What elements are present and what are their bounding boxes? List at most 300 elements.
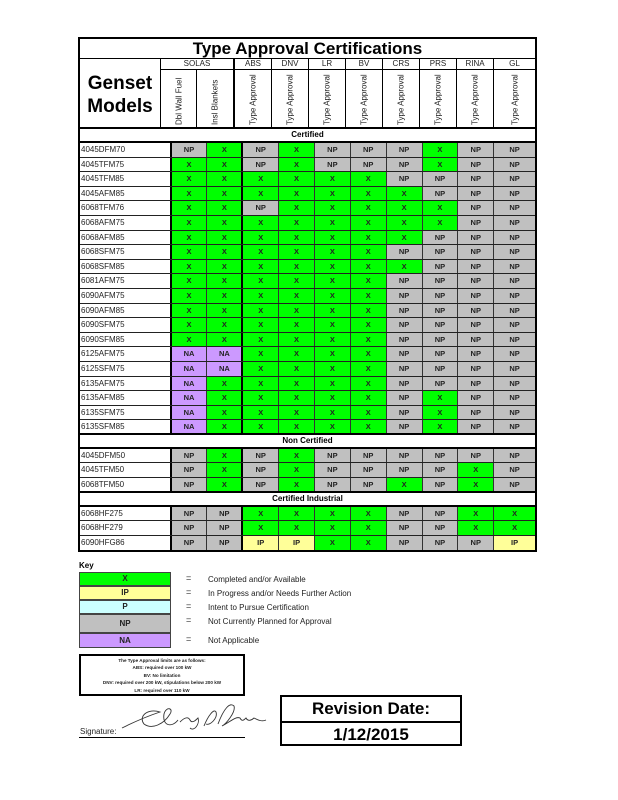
model-name: 4045AFM85 bbox=[80, 187, 172, 201]
status-cell: X bbox=[315, 172, 351, 186]
status-cell: X bbox=[172, 245, 208, 259]
status-cell: X bbox=[207, 449, 243, 463]
status-cell: X bbox=[279, 231, 315, 245]
status-cell: X bbox=[279, 406, 315, 420]
status-cell: NP bbox=[172, 143, 208, 157]
status-cell: X bbox=[243, 347, 279, 361]
key-swatch-x: X bbox=[79, 572, 171, 586]
status-cell: X bbox=[315, 391, 351, 405]
column-group-name: LR bbox=[309, 59, 345, 70]
status-cell: NP bbox=[423, 231, 459, 245]
model-name: 6068HF279 bbox=[80, 521, 172, 535]
status-cell: NP bbox=[387, 158, 423, 172]
table-row bbox=[80, 201, 535, 216]
status-cell: X bbox=[315, 362, 351, 376]
status-cell: NP bbox=[315, 449, 351, 463]
column-group-prs bbox=[420, 59, 457, 127]
table-body bbox=[80, 129, 535, 550]
column-header-label: Type Approval bbox=[322, 74, 332, 125]
status-cell: NP bbox=[423, 333, 459, 347]
status-cell: NP bbox=[387, 347, 423, 361]
status-cell: X bbox=[315, 187, 351, 201]
status-cell: X bbox=[387, 187, 423, 201]
status-cell: NP bbox=[458, 158, 494, 172]
status-cell: NP bbox=[458, 304, 494, 318]
status-cell: NP bbox=[494, 304, 535, 318]
table-row bbox=[80, 449, 535, 464]
column-group-dnv bbox=[272, 59, 309, 127]
status-cell: NP bbox=[243, 143, 279, 157]
column-header-label: Type Approval bbox=[470, 74, 480, 125]
status-cell: X bbox=[279, 377, 315, 391]
status-cell: X bbox=[279, 521, 315, 535]
status-cell: X bbox=[279, 158, 315, 172]
status-cell: X bbox=[387, 231, 423, 245]
status-cell: X bbox=[315, 260, 351, 274]
status-cell: NP bbox=[494, 406, 535, 420]
genset-models-header bbox=[80, 59, 161, 127]
column-group-bv bbox=[346, 59, 383, 127]
status-cell: NP bbox=[458, 362, 494, 376]
status-cell: X bbox=[207, 333, 243, 347]
status-cell: X bbox=[387, 478, 423, 491]
model-name: 4045TFM75 bbox=[80, 158, 172, 172]
status-cell: NP bbox=[243, 463, 279, 477]
status-cell: NP bbox=[458, 143, 494, 157]
type-approval-table bbox=[78, 37, 537, 552]
status-cell: X bbox=[279, 245, 315, 259]
model-name: 6090AFM75 bbox=[80, 289, 172, 303]
status-cell: NA bbox=[172, 420, 208, 433]
status-cell: NP bbox=[423, 304, 459, 318]
status-cell: X bbox=[207, 260, 243, 274]
status-cell: X bbox=[279, 260, 315, 274]
status-cell: NP bbox=[387, 318, 423, 332]
status-cell: X bbox=[207, 318, 243, 332]
limits-line: DNV: required over 200 kW, stipulations below 200 kW bbox=[102, 680, 222, 686]
status-cell: NP bbox=[458, 274, 494, 288]
status-cell: NP bbox=[423, 245, 459, 259]
status-cell: NP bbox=[494, 347, 535, 361]
table-row bbox=[80, 333, 535, 348]
section-header: Certified Industrial bbox=[80, 493, 535, 507]
status-cell: NP bbox=[315, 158, 351, 172]
status-cell: NP bbox=[243, 478, 279, 491]
section-header: Non Certified bbox=[80, 435, 535, 449]
status-cell: NA bbox=[172, 347, 208, 361]
status-cell: X bbox=[207, 463, 243, 477]
status-cell: NA bbox=[172, 377, 208, 391]
table-row bbox=[80, 318, 535, 333]
status-cell: NP bbox=[494, 260, 535, 274]
status-cell: NP bbox=[387, 143, 423, 157]
status-cell: X bbox=[351, 521, 387, 535]
column-header-label: Dbl Wall Fuel bbox=[174, 77, 183, 125]
status-cell: X bbox=[172, 158, 208, 172]
status-cell: NP bbox=[351, 143, 387, 157]
status-cell: NP bbox=[494, 274, 535, 288]
status-cell: X bbox=[243, 507, 279, 521]
column-header bbox=[235, 70, 271, 127]
status-cell: X bbox=[279, 347, 315, 361]
status-cell: X bbox=[279, 318, 315, 332]
status-cell: X bbox=[243, 406, 279, 420]
key-swatch-p: P bbox=[79, 600, 171, 614]
model-name: 4045TFM85 bbox=[80, 172, 172, 186]
status-cell: NP bbox=[494, 143, 535, 157]
status-cell: NP bbox=[458, 201, 494, 215]
status-cell: NP bbox=[172, 521, 208, 535]
status-cell: X bbox=[351, 304, 387, 318]
column-group-lr bbox=[309, 59, 346, 127]
status-cell: X bbox=[207, 143, 243, 157]
model-name: 6068SFM85 bbox=[80, 260, 172, 274]
table-row bbox=[80, 377, 535, 392]
model-name: 6090SFM85 bbox=[80, 333, 172, 347]
key-swatch-ip: IP bbox=[79, 586, 171, 600]
key-description: Intent to Pursue Certification bbox=[208, 603, 309, 612]
model-name: 6090SFM75 bbox=[80, 318, 172, 332]
status-cell: NP bbox=[494, 420, 535, 433]
column-header bbox=[383, 70, 419, 127]
status-cell: X bbox=[279, 463, 315, 477]
status-cell: X bbox=[172, 274, 208, 288]
model-name: 4045DFM70 bbox=[80, 143, 172, 157]
status-cell: X bbox=[207, 304, 243, 318]
status-cell: NP bbox=[423, 507, 459, 521]
column-header bbox=[457, 70, 493, 127]
status-cell: X bbox=[315, 347, 351, 361]
status-cell: NP bbox=[458, 260, 494, 274]
status-cell: X bbox=[315, 201, 351, 215]
key-equals: = bbox=[186, 573, 192, 583]
column-header bbox=[197, 70, 233, 127]
status-cell: X bbox=[494, 521, 535, 535]
key-description: Not Applicable bbox=[208, 636, 260, 645]
status-cell: NP bbox=[243, 449, 279, 463]
status-cell: X bbox=[315, 420, 351, 433]
status-cell: X bbox=[494, 507, 535, 521]
status-cell: X bbox=[423, 391, 459, 405]
model-name: 6068SFM75 bbox=[80, 245, 172, 259]
table-row bbox=[80, 187, 535, 202]
key-equals: = bbox=[186, 601, 192, 611]
status-cell: NP bbox=[423, 449, 459, 463]
status-cell: X bbox=[351, 274, 387, 288]
status-cell: NP bbox=[351, 158, 387, 172]
status-cell: NP bbox=[494, 478, 535, 491]
status-cell: X bbox=[279, 333, 315, 347]
status-cell: X bbox=[279, 449, 315, 463]
status-cell: X bbox=[172, 187, 208, 201]
status-cell: X bbox=[387, 201, 423, 215]
status-cell: NP bbox=[458, 216, 494, 230]
status-cell: X bbox=[351, 377, 387, 391]
status-cell: X bbox=[279, 187, 315, 201]
status-cell: X bbox=[243, 274, 279, 288]
column-group-name: DNV bbox=[272, 59, 308, 70]
model-name: 6081AFM75 bbox=[80, 274, 172, 288]
status-cell: X bbox=[243, 187, 279, 201]
status-cell: X bbox=[351, 318, 387, 332]
status-cell: IP bbox=[279, 536, 315, 551]
status-cell: X bbox=[243, 304, 279, 318]
status-cell: X bbox=[387, 216, 423, 230]
status-cell: NP bbox=[387, 274, 423, 288]
model-name: 6125AFM75 bbox=[80, 347, 172, 361]
model-name: 6135AFM85 bbox=[80, 391, 172, 405]
status-cell: NA bbox=[172, 391, 208, 405]
status-cell: NP bbox=[494, 449, 535, 463]
status-cell: NP bbox=[494, 158, 535, 172]
status-cell: X bbox=[207, 478, 243, 491]
status-cell: X bbox=[279, 507, 315, 521]
status-cell: NP bbox=[172, 507, 208, 521]
status-cell: NP bbox=[207, 521, 243, 535]
status-cell: NP bbox=[423, 289, 459, 303]
table-row bbox=[80, 521, 535, 536]
table-row bbox=[80, 260, 535, 275]
status-cell: X bbox=[279, 289, 315, 303]
status-cell: X bbox=[207, 377, 243, 391]
status-cell: X bbox=[315, 304, 351, 318]
revision-date: 1/12/2015 bbox=[333, 725, 409, 744]
model-name: 6090HFG86 bbox=[80, 536, 172, 551]
column-group-name: ABS bbox=[235, 59, 271, 70]
column-group-crs bbox=[383, 59, 420, 127]
column-group-gl bbox=[494, 59, 535, 127]
status-cell: X bbox=[207, 201, 243, 215]
status-cell: NP bbox=[458, 289, 494, 303]
limits-line: ABS: required over 100 kW bbox=[132, 665, 192, 671]
status-cell: NP bbox=[387, 420, 423, 433]
status-cell: X bbox=[207, 420, 243, 433]
status-cell: X bbox=[279, 143, 315, 157]
status-cell: X bbox=[315, 318, 351, 332]
status-cell: NP bbox=[458, 333, 494, 347]
table-row bbox=[80, 463, 535, 478]
status-cell: X bbox=[243, 362, 279, 376]
table-row bbox=[80, 304, 535, 319]
status-cell: X bbox=[423, 201, 459, 215]
status-cell: X bbox=[243, 391, 279, 405]
status-cell: X bbox=[243, 318, 279, 332]
status-cell: NP bbox=[458, 245, 494, 259]
status-cell: X bbox=[315, 289, 351, 303]
table-row bbox=[80, 420, 535, 435]
status-cell: NP bbox=[387, 536, 423, 551]
status-cell: X bbox=[315, 231, 351, 245]
column-header bbox=[346, 70, 382, 127]
table-row bbox=[80, 158, 535, 173]
status-cell: X bbox=[172, 318, 208, 332]
status-cell: X bbox=[351, 245, 387, 259]
column-group-name: RINA bbox=[457, 59, 493, 70]
model-name: 6068AFM85 bbox=[80, 231, 172, 245]
table-title: Type Approval Certifications bbox=[80, 39, 535, 59]
signature-image bbox=[118, 698, 268, 736]
status-cell: NP bbox=[387, 377, 423, 391]
status-cell: NP bbox=[423, 347, 459, 361]
status-cell: NP bbox=[458, 420, 494, 433]
status-cell: X bbox=[351, 172, 387, 186]
status-cell: NA bbox=[172, 406, 208, 420]
key-equals: = bbox=[186, 615, 192, 625]
status-cell: X bbox=[243, 289, 279, 303]
status-cell: X bbox=[172, 172, 208, 186]
status-cell: X bbox=[423, 216, 459, 230]
status-cell: X bbox=[458, 507, 494, 521]
table-row bbox=[80, 507, 535, 522]
status-cell: NP bbox=[387, 333, 423, 347]
status-cell: NP bbox=[387, 304, 423, 318]
status-cell: NP bbox=[351, 463, 387, 477]
key-description: In Progress and/or Needs Further Action bbox=[208, 589, 352, 598]
status-cell: NP bbox=[494, 216, 535, 230]
status-cell: NP bbox=[387, 406, 423, 420]
status-cell: NP bbox=[387, 289, 423, 303]
status-cell: NP bbox=[494, 463, 535, 477]
status-cell: NP bbox=[458, 187, 494, 201]
status-cell: X bbox=[351, 420, 387, 433]
limits-line: The Type Approval limits are as follows: bbox=[118, 658, 206, 663]
status-cell: NP bbox=[243, 158, 279, 172]
status-cell: X bbox=[207, 172, 243, 186]
status-cell: NP bbox=[351, 478, 387, 491]
status-cell: NP bbox=[172, 536, 208, 551]
models-header-line2: Models bbox=[87, 96, 153, 117]
status-cell: X bbox=[315, 274, 351, 288]
model-name: 6090AFM85 bbox=[80, 304, 172, 318]
limits-note bbox=[79, 654, 245, 696]
status-cell: X bbox=[387, 260, 423, 274]
status-cell: X bbox=[458, 478, 494, 491]
status-cell: X bbox=[351, 201, 387, 215]
status-cell: X bbox=[458, 521, 494, 535]
genset-header-line1: Genset bbox=[87, 73, 153, 94]
column-group-name: BV bbox=[346, 59, 382, 70]
column-group-name: SOLAS bbox=[161, 59, 233, 70]
column-header-label: Type Approval bbox=[248, 74, 258, 125]
status-cell: NP bbox=[351, 449, 387, 463]
status-cell: X bbox=[351, 333, 387, 347]
status-cell: NP bbox=[494, 318, 535, 332]
status-cell: X bbox=[172, 260, 208, 274]
table-row bbox=[80, 391, 535, 406]
status-cell: NP bbox=[494, 172, 535, 186]
table-header bbox=[80, 59, 535, 129]
status-cell: NA bbox=[172, 362, 208, 376]
table-row bbox=[80, 289, 535, 304]
model-name: 6068TFM76 bbox=[80, 201, 172, 215]
column-header-label: Type Approval bbox=[433, 74, 443, 125]
status-cell: X bbox=[172, 333, 208, 347]
status-cell: X bbox=[423, 143, 459, 157]
status-cell: X bbox=[351, 536, 387, 551]
table-row bbox=[80, 231, 535, 246]
limits-line: LR: required over 110 kW bbox=[134, 687, 190, 693]
status-cell: X bbox=[315, 333, 351, 347]
column-header-label: Type Approval bbox=[396, 74, 406, 125]
table-row bbox=[80, 172, 535, 187]
status-cell: NP bbox=[423, 478, 459, 491]
status-cell: IP bbox=[494, 536, 535, 551]
status-cell: X bbox=[243, 245, 279, 259]
column-group-solas bbox=[161, 59, 235, 127]
status-cell: X bbox=[279, 391, 315, 405]
status-cell: NP bbox=[315, 463, 351, 477]
status-cell: NP bbox=[387, 449, 423, 463]
status-cell: X bbox=[243, 333, 279, 347]
status-cell: X bbox=[207, 289, 243, 303]
model-name: 4045TFM50 bbox=[80, 463, 172, 477]
status-cell: NP bbox=[423, 274, 459, 288]
table-row bbox=[80, 536, 535, 551]
status-cell: X bbox=[279, 420, 315, 433]
status-cell: NP bbox=[315, 143, 351, 157]
key-description: Not Currently Planned for Approval bbox=[208, 617, 332, 626]
status-cell: NA bbox=[207, 347, 243, 361]
table-row bbox=[80, 362, 535, 377]
status-cell: NP bbox=[387, 463, 423, 477]
status-cell: NP bbox=[423, 172, 459, 186]
status-cell: NP bbox=[387, 391, 423, 405]
table-row bbox=[80, 478, 535, 493]
status-cell: NP bbox=[243, 201, 279, 215]
table-row bbox=[80, 143, 535, 158]
column-group-name: PRS bbox=[420, 59, 456, 70]
status-cell: NP bbox=[207, 507, 243, 521]
status-cell: NP bbox=[207, 536, 243, 551]
column-header bbox=[420, 70, 456, 127]
status-cell: X bbox=[207, 274, 243, 288]
status-cell: X bbox=[315, 507, 351, 521]
status-cell: X bbox=[243, 260, 279, 274]
status-cell: X bbox=[243, 377, 279, 391]
status-cell: X bbox=[351, 347, 387, 361]
model-name: 6068AFM75 bbox=[80, 216, 172, 230]
column-header-label: Type Approval bbox=[359, 74, 369, 125]
status-cell: X bbox=[243, 231, 279, 245]
key-swatch-na: NA bbox=[79, 633, 171, 648]
status-cell: X bbox=[315, 521, 351, 535]
status-cell: NP bbox=[172, 463, 208, 477]
status-cell: NP bbox=[387, 172, 423, 186]
model-name: 6135AFM75 bbox=[80, 377, 172, 391]
key-equals: = bbox=[186, 587, 192, 597]
status-cell: X bbox=[207, 391, 243, 405]
status-cell: X bbox=[458, 463, 494, 477]
status-cell: X bbox=[207, 216, 243, 230]
status-cell: X bbox=[207, 245, 243, 259]
status-cell: NP bbox=[494, 245, 535, 259]
status-cell: NP bbox=[423, 536, 459, 551]
limits-line: BV: No limitation bbox=[143, 672, 181, 678]
status-cell: NP bbox=[423, 362, 459, 376]
status-cell: X bbox=[207, 231, 243, 245]
table-row bbox=[80, 406, 535, 421]
status-cell: X bbox=[172, 289, 208, 303]
status-cell: X bbox=[351, 260, 387, 274]
model-name: 6068HF275 bbox=[80, 507, 172, 521]
status-cell: NP bbox=[423, 318, 459, 332]
key-equals: = bbox=[186, 634, 192, 644]
status-cell: NP bbox=[494, 377, 535, 391]
status-cell: NP bbox=[458, 172, 494, 186]
status-cell: X bbox=[315, 406, 351, 420]
model-name: 6125SFM75 bbox=[80, 362, 172, 376]
status-cell: NP bbox=[423, 463, 459, 477]
